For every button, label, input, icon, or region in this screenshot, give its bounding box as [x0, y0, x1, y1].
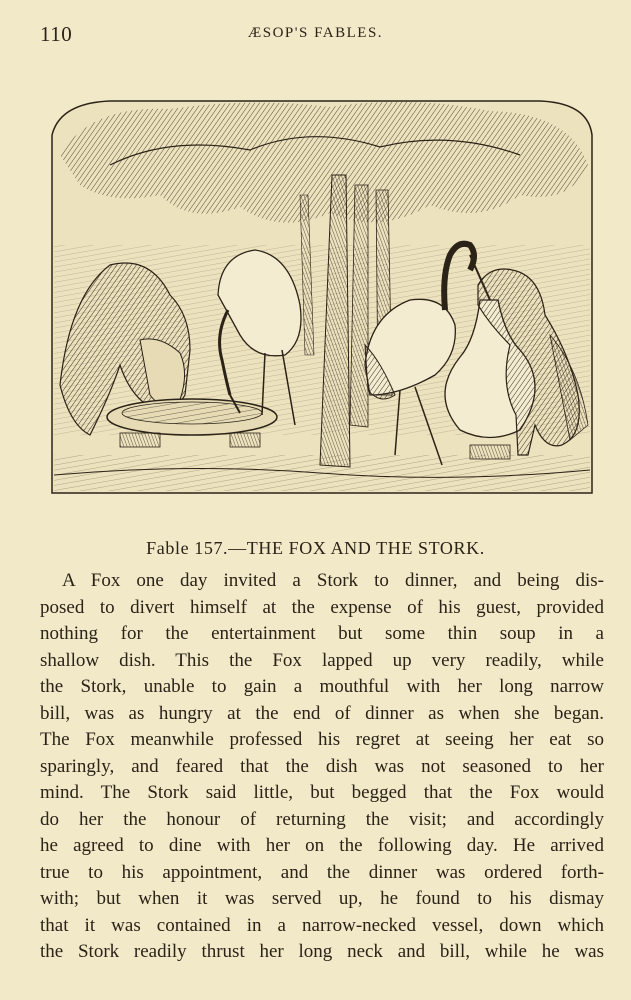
text-line: bill, was as hungry at the end of dinner as when she began. [40, 702, 604, 724]
running-title: ÆSOP'S FABLES. [247, 25, 384, 41]
text-line: posed to divert himself at the expense of his guest, provided [40, 596, 604, 618]
text-line: mind. The Stork said little, but begged that the Fox would [40, 782, 604, 803]
text-line: true to his appointment, and the dinner was ordered forth- [40, 861, 604, 883]
text-line: the Stork readily thrust her long neck and bill, while he was [40, 941, 604, 962]
page-number: 110 [40, 22, 73, 46]
text-line: that it was contained in a narrow-necked vessel, down which [40, 914, 604, 936]
text-line: nothing for the entertainment but some thin soup in a [40, 623, 604, 644]
text-line: the Stork, unable to gain a mouthful with her long narrow [40, 676, 604, 697]
text-line: A Fox one day invited a Stork to dinner, and being dis- [62, 570, 604, 591]
text-line: sparingly, and feared that the dish was not seasoned to her [40, 755, 604, 777]
text-line: he agreed to dine with her on the following day. He arrived [40, 835, 604, 856]
fable-body [40, 568, 604, 966]
text-line: do her the honour of returning the visit; and accordingly [40, 808, 604, 830]
fable-illustration [50, 95, 594, 495]
fable-title: Fable 157.—THE FOX AND THE STORK. [146, 538, 485, 558]
text-line: The Fox meanwhile professed his regret at seeing her eat so [40, 729, 604, 750]
text-line: with; but when it was served up, he found to his dismay [40, 888, 604, 909]
text-line: shallow dish. This the Fox lapped up very readily, while [40, 649, 604, 671]
